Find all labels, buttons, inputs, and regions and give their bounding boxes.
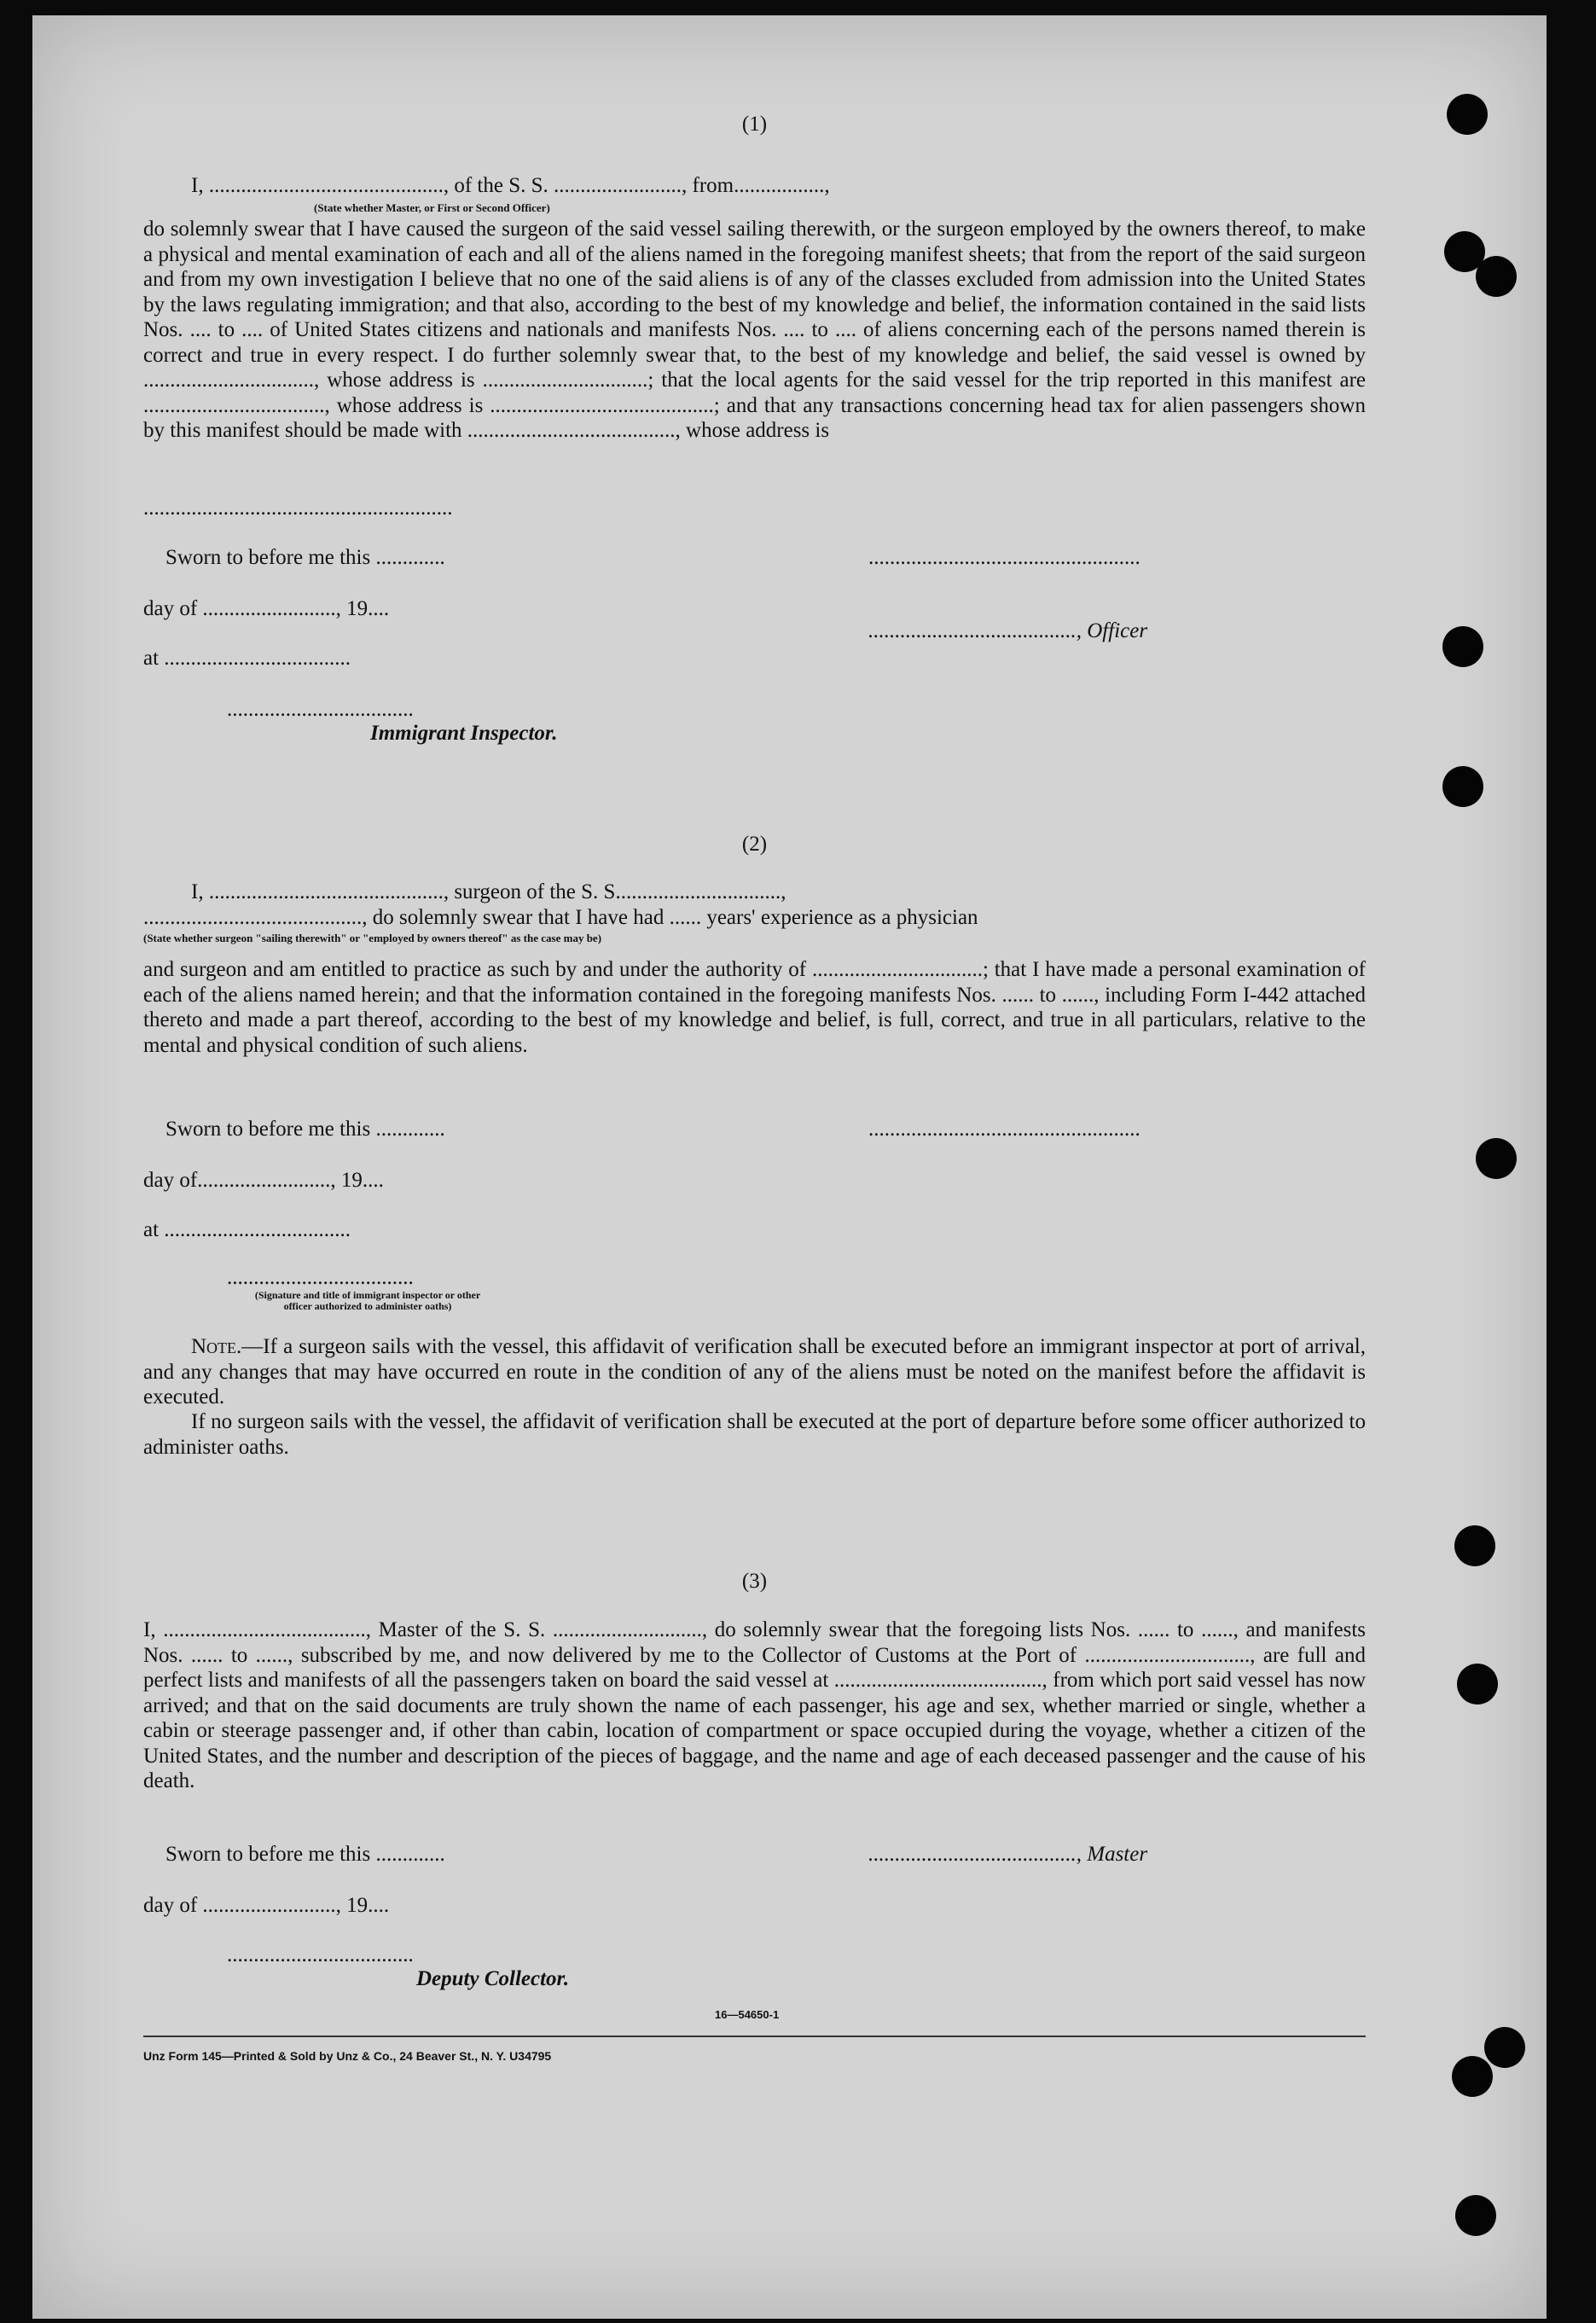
sworn-line: Sworn to before me this ............. bbox=[165, 546, 445, 569]
signature-line: ................................................... bbox=[868, 546, 1140, 569]
section-1-body: do solemnly swear that I have caused the surgeon of the said vessel sailing therewith, or the surgeon employed by the owners thereof, to make a physical and mental examination of each and all of the aliens named in the foregoing manifest sheets; that from the report of the said surgeon and from my own investigation I believe that no one of the said aliens is of any of the classes excluded from admission into the United States by the laws regulating immigration; and that also, according to the best of my knowledge and belief, the information contained in the said lists Nos. .... to .... of United States citizens and nationals and manifests Nos. .... to .... of aliens concerning each of the persons named therein is correct and true in every respect. I do further solemnly swear that, to the best of my knowledge and belief, the said vessel is owned by ................................, whose address is ...............................; that the local agents for the said vessel for the trip reported in this manifest are .................................., whose address is ..........................................; and that any transactions concerning head tax for alien passengers shown by this manifest should be made with ......................................., whose address is bbox=[143, 218, 1366, 442]
note-label: Note. bbox=[191, 1335, 242, 1358]
document-page bbox=[32, 15, 1547, 2319]
note-text: —If a surgeon sails with the vessel, this affidavit of verification shall be executed before an immigrant inspector at port of arrival, and any changes that may have occurred en route in the condition of any of the aliens must be noted on the manifest before the affidavit is executed. bbox=[143, 1335, 1366, 1408]
at-line: at ................................... bbox=[143, 647, 351, 670]
note-paragraph-2: If no surgeon sails with the vessel, the affidavit of verification shall be executed at the port of departure before some officer authorized to administer oaths. bbox=[143, 1410, 1366, 1459]
inspector-signature-caption: (Signature and title of immigrant inspector or other officer authorized to administer oaths) bbox=[254, 1289, 481, 1312]
inspector-signature-line: ................................... bbox=[227, 698, 414, 721]
punch-hole bbox=[1454, 1525, 1495, 1566]
section-3-body: I, ......................................, Master of the S. S. ............................, do solemnly swear that the foregoing lists Nos. ...... to ......, and manifests Nos. ...... to ......, subscribed by me, and now delivered by me to the Collector of Customs at the Port of ..............................., are full and perfect lists and manifests of all the passengers taken on board the said vessel at ......................................., from which port said vessel has now arrived; and that on the said documents are truly shown the name of each passenger, his age and sex, whether married or single, whether a cabin or steerage passenger and, if other than cabin, location of compartment or space occupied during the voyage, whether a citizen of the United States, and the number and description of the pieces of baggage, and the name and age of each deceased passenger and the cause of his death. bbox=[143, 1618, 1366, 1792]
inspector-caption: Immigrant Inspector. bbox=[370, 722, 558, 745]
address-trail-line: .......................................................... bbox=[143, 497, 453, 520]
punch-hole bbox=[1447, 94, 1488, 135]
punch-hole bbox=[1452, 2056, 1493, 2097]
section-2-body: and surgeon and am entitled to practice as such by and under the authority of ................................; that I have made a personal examination of each of the aliens named herein; and that the information contained in the foregoing manifests Nos. ...... to ......, including Form I-442 attached thereto and made a part thereof, according to the best of my knowledge and belief, is full, correct, and true in all particulars, relative to the mental and physical condition of such aliens. bbox=[143, 958, 1366, 1057]
at-line: at ................................... bbox=[143, 1218, 351, 1241]
master-signature-line: ......................................., Master bbox=[868, 1843, 1148, 1866]
officer-line: ......................................., Officer bbox=[868, 619, 1148, 642]
note-paragraph bbox=[143, 1334, 1366, 1410]
inspector-signature-line: ................................... bbox=[227, 1266, 414, 1289]
master-declaration-line: I, ............................................, of the S. S. ........................, from................., bbox=[191, 174, 830, 197]
printer-footer: Unz Form 145—Printed & Sold by Unz & Co., 24 Beaver St., N. Y. U34795 bbox=[143, 2049, 552, 2063]
punch-hole bbox=[1455, 2195, 1496, 2236]
day-line: day of ........................., 19.... bbox=[143, 597, 390, 620]
sworn-line: Sworn to before me this ............. bbox=[165, 1843, 445, 1866]
punch-hole bbox=[1484, 2027, 1525, 2068]
punch-hole bbox=[1442, 766, 1483, 807]
master-caption: (State whether Master, or First or Second Officer) bbox=[314, 201, 550, 214]
surgeon-caption: (State whether surgeon "sailing therewith" or "employed by owners thereof" as the case may be) bbox=[143, 932, 602, 944]
day-line: day of........................., 19.... bbox=[143, 1169, 384, 1192]
sworn-line: Sworn to before me this ............. bbox=[165, 1118, 445, 1141]
punch-hole bbox=[1476, 1138, 1517, 1179]
collector-caption: Deputy Collector. bbox=[416, 1967, 570, 1990]
signature-line: ................................................... bbox=[868, 1118, 1140, 1141]
day-line: day of ........................., 19.... bbox=[143, 1894, 390, 1917]
punch-hole bbox=[1476, 256, 1517, 297]
section-number: (1) bbox=[741, 113, 768, 136]
surgeon-declaration-line: I, ............................................, surgeon of the S. S..............................., bbox=[191, 880, 786, 903]
form-number: 16—54650-1 bbox=[715, 2008, 780, 2021]
punch-hole bbox=[1442, 626, 1483, 667]
punch-hole bbox=[1457, 1664, 1498, 1705]
surgeon-experience-line: ........................................., do solemnly swear that I have had ...... years' experience as a physician bbox=[143, 906, 978, 929]
section-number: (3) bbox=[741, 1570, 768, 1593]
section-number: (2) bbox=[741, 833, 768, 856]
footer-rule bbox=[143, 2036, 1366, 2037]
collector-signature-line: ................................... bbox=[227, 1943, 414, 1966]
